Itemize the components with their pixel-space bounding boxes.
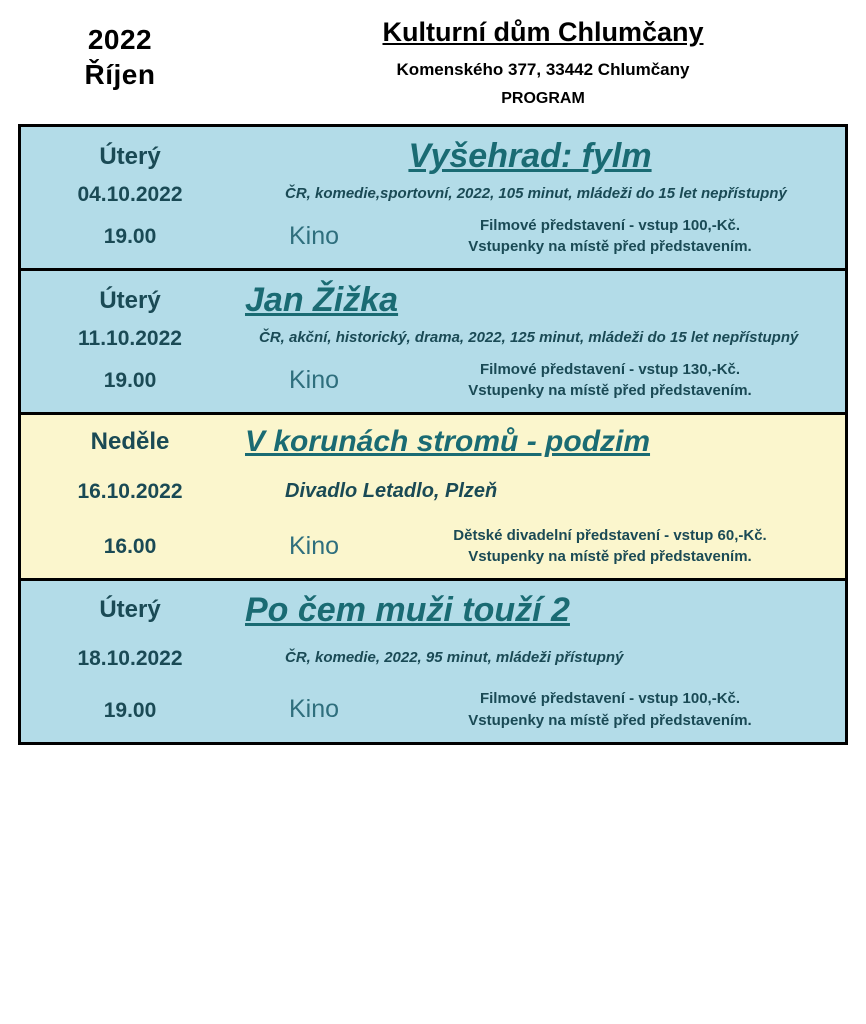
event-row [21, 271, 845, 415]
event-time-cell [21, 699, 239, 722]
event-details: ČR, komedie,sportovní, 2022, 105 minut, mládeži do 15 let nepřístupný [285, 185, 787, 203]
date-block [0, 16, 240, 92]
event-info-row [21, 178, 845, 208]
event-note-price: Dětské divadelní představení - vstup 60,-Kč. [453, 526, 767, 544]
event-date: 18.10.2022 [77, 646, 183, 670]
event-note-tickets: Vstupenky na místě před představením. [468, 382, 752, 400]
event-day: Úterý [99, 596, 161, 624]
event-row [21, 581, 845, 742]
event-info-row [21, 462, 845, 519]
event-date-cell [21, 327, 239, 350]
event-date-cell [21, 647, 239, 670]
event-time: 16.00 [103, 534, 157, 558]
event-day-cell [21, 288, 239, 314]
venue-block [240, 16, 866, 108]
event-info-row [21, 632, 845, 682]
event-time-cell [21, 369, 239, 392]
event-title: Vyšehrad: fylm [408, 137, 652, 176]
event-time-cell [21, 225, 239, 248]
venue-address: Komenského 377, 33442 Chlumčany [396, 60, 690, 80]
event-note-price: Filmové představení - vstup 100,-Kč. [479, 216, 741, 234]
event-bottom-row [21, 353, 845, 407]
program-table [18, 124, 848, 745]
event-hall-cell [239, 367, 389, 395]
event-hall-cell [239, 696, 389, 724]
event-info-row [21, 322, 845, 352]
event-note-tickets: Vstupenky na místě před představením. [468, 238, 752, 256]
event-title: V korunách stromů - podzim [245, 425, 651, 459]
event-details: ČR, akční, historický, drama, 2022, 125 minut, mládeži do 15 let nepřístupný [259, 329, 799, 347]
event-date: 04.10.2022 [77, 183, 183, 207]
poster-header [0, 0, 866, 118]
event-note-cell [389, 688, 845, 732]
event-note-price: Filmové představení - vstup 130,-Kč. [479, 360, 741, 378]
event-date-cell [21, 480, 239, 503]
event-hall: Kino [288, 365, 340, 394]
event-day: Úterý [99, 286, 161, 314]
event-row [21, 415, 845, 581]
event-time: 19.00 [103, 698, 157, 722]
event-bottom-row [21, 519, 845, 573]
event-hall: Kino [288, 695, 340, 724]
event-time: 19.00 [103, 224, 157, 248]
venue-title: Kulturní dům Chlumčany [382, 17, 704, 47]
year-label: 2022 [87, 24, 153, 55]
event-note-cell [389, 359, 845, 403]
event-day-cell [21, 144, 239, 170]
event-date: 16.10.2022 [77, 479, 183, 503]
program-label: PROGRAM [501, 90, 585, 108]
event-details: Divadlo Letadlo, Plzeň [285, 479, 498, 502]
event-title: Po čem muži touží 2 [245, 591, 570, 630]
event-day: Úterý [99, 142, 161, 170]
event-title-row [21, 275, 845, 322]
month-label: Říjen [84, 59, 156, 90]
event-day-cell [21, 429, 239, 455]
event-time-cell [21, 535, 239, 558]
event-title-row [21, 585, 845, 632]
event-bottom-row [21, 209, 845, 263]
event-title-row [21, 419, 845, 462]
event-title-row [21, 131, 845, 178]
event-title: Jan Žižka [245, 281, 399, 320]
event-day-cell [21, 597, 239, 623]
event-details: ČR, komedie, 2022, 95 minut, mládeži přístupný [285, 649, 624, 667]
event-day: Neděle [90, 428, 170, 456]
event-bottom-row [21, 682, 845, 736]
event-date-cell [21, 183, 239, 206]
event-note-tickets: Vstupenky na místě před představením. [468, 712, 752, 730]
event-date: 11.10.2022 [78, 326, 182, 350]
event-note-price: Filmové představení - vstup 100,-Kč. [479, 690, 741, 708]
event-time: 19.00 [103, 368, 157, 392]
event-hall: Kino [288, 531, 340, 560]
event-row [21, 127, 845, 271]
event-hall: Kino [288, 221, 340, 250]
event-note-cell [389, 525, 845, 569]
event-note-tickets: Vstupenky na místě před představením. [468, 548, 752, 566]
event-hall-cell [239, 223, 389, 251]
event-note-cell [389, 215, 845, 259]
event-hall-cell [239, 533, 389, 561]
